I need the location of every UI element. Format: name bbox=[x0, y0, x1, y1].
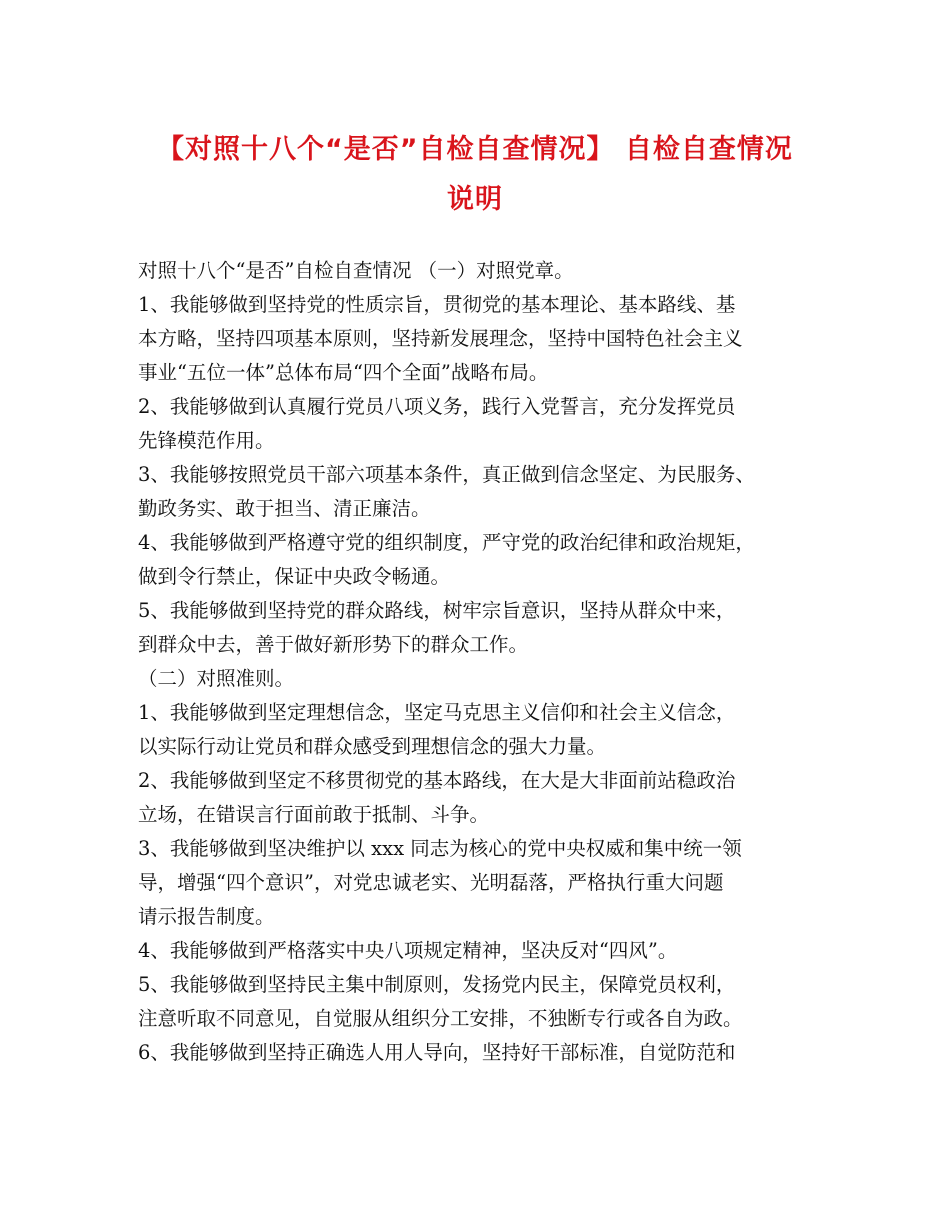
body-line-12: 到群众中去，善于做好新形势下的群众工作。 bbox=[138, 633, 529, 656]
body-line-6: 先锋模范作用。 bbox=[138, 429, 275, 452]
body-line-4: 事业“五位一体”总体布局“四个全面”战略布局。 bbox=[138, 361, 549, 384]
body-line-15: 以实际行动让党员和群众感受到理想信念的强大力量。 bbox=[138, 735, 607, 758]
body-line-23: 注意听取不同意见，自觉服从组织分工安排，不独断专行或各自为政。 bbox=[138, 1007, 743, 1030]
body-line-18: 3、我能够做到坚决维护以 xxx 同志为核心的党中央权威和集中统一领 bbox=[138, 837, 742, 860]
body-line-3: 本方略，坚持四项基本原则，坚持新发展理念，坚持中国特色社会主义 bbox=[138, 327, 743, 350]
body-line-2: 1、我能够做到坚持党的性质宗旨，贯彻党的基本理论、基本路线、基 bbox=[138, 293, 736, 316]
body-line-10: 做到令行禁止，保证中央政令畅通。 bbox=[138, 565, 451, 588]
body-line-22: 5、我能够做到坚持民主集中制原则，发扬党内民主，保障党员权利， bbox=[138, 973, 736, 996]
body-line-16: 2、我能够做到坚定不移贯彻党的基本路线，在大是大非面前站稳政治 bbox=[138, 769, 736, 792]
body-line-17: 立场，在错误言行面前敢于抵制、斗争。 bbox=[138, 803, 490, 826]
body-line-11: 5、我能够做到坚持党的群众路线，树牢宗旨意识，坚持从群众中来， bbox=[138, 599, 736, 622]
document-title-line-2: 说明 bbox=[447, 184, 503, 215]
body-line-7: 3、我能够按照党员干部六项基本条件，真正做到信念坚定、为民服务、 bbox=[138, 463, 755, 486]
body-line-8: 勤政务实、敢于担当、清正廉洁。 bbox=[138, 497, 431, 520]
body-line-24: 6、我能够做到坚持正确选人用人导向，坚持好干部标准，自觉防范和 bbox=[138, 1041, 736, 1064]
body-line-21: 4、我能够做到严格落实中央八项规定精神，坚决反对“四风”。 bbox=[138, 939, 678, 962]
document-body bbox=[138, 254, 838, 1070]
document-title-line-1: 【对照十八个“是否”自检自查情况】 自检自查情况 bbox=[157, 134, 793, 165]
body-line-14: 1、我能够做到坚定理想信念，坚定马克思主义信仰和社会主义信念， bbox=[138, 701, 736, 724]
body-line-13: （二）对照准则。 bbox=[138, 667, 295, 690]
body-line-19: 导，增强“四个意识”，对党忠诚老实、光明磊落，严格执行重大问题 bbox=[138, 871, 724, 894]
body-line-1: 对照十八个“是否”自检自查情况 （一）对照党章。 bbox=[138, 259, 574, 282]
body-line-9: 4、我能够做到严格遵守党的组织制度，严守党的政治纪律和政治规矩， bbox=[138, 531, 755, 554]
body-line-5: 2、我能够做到认真履行党员八项义务，践行入党誓言，充分发挥党员 bbox=[138, 395, 736, 418]
body-line-20: 请示报告制度。 bbox=[138, 905, 275, 928]
